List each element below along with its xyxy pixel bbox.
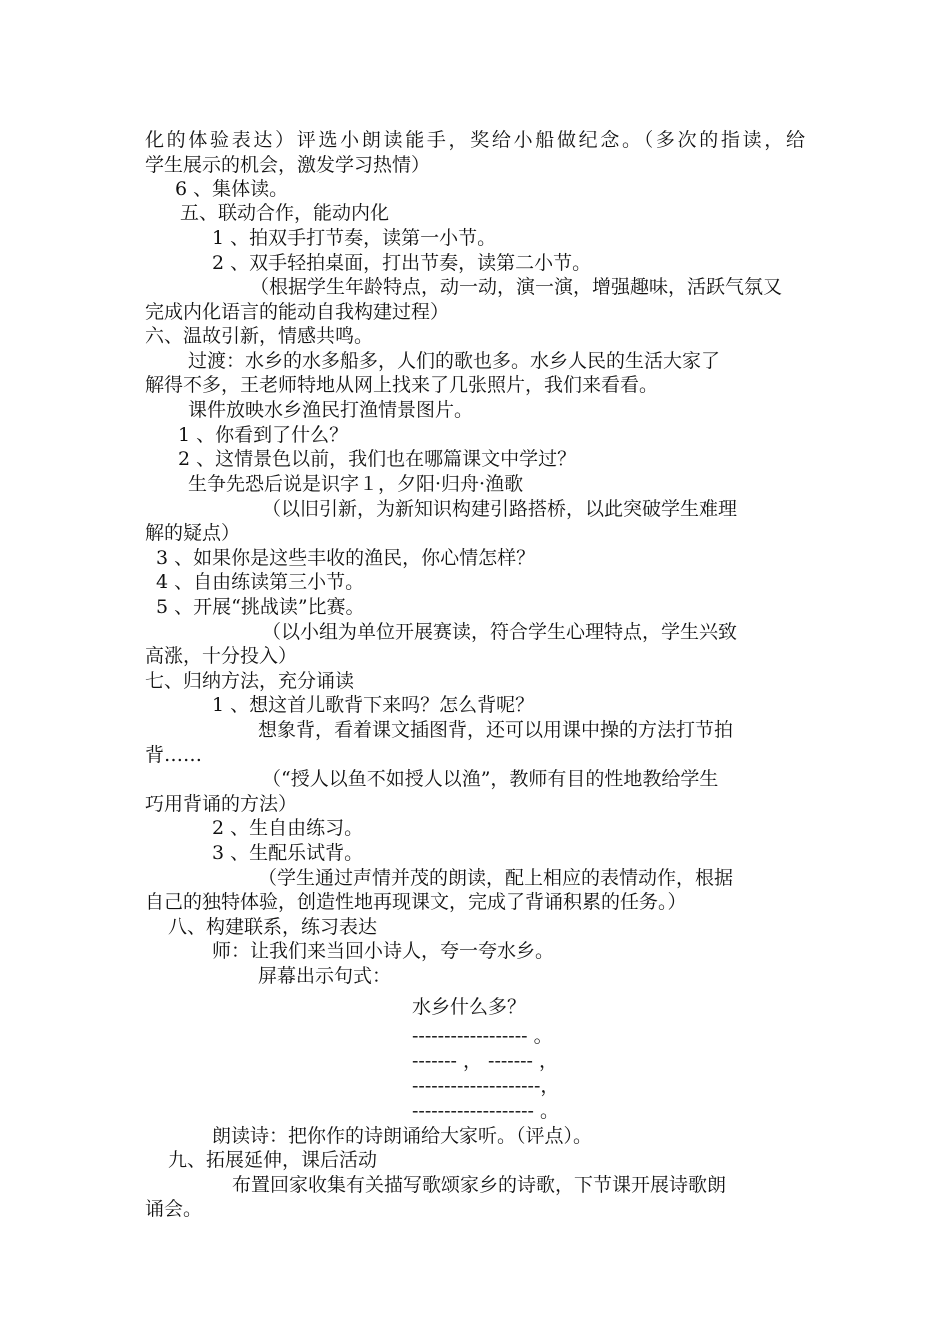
text-line: 自己的独特体验，创造性地再现课文，完成了背诵积累的任务。）	[145, 891, 687, 913]
text-line: 化的体验表达）评选小朗读能手，奖给小船做纪念。（多次的指读，给	[145, 129, 805, 151]
text-line: 1 、拍双手打节奏，读第一小节。	[212, 227, 497, 249]
text-line: 4 、自由练读第三小节。	[156, 571, 365, 593]
text-line: 背……	[145, 744, 203, 766]
text-line: （根据学生年龄特点，动一动，演一演，增强趣味，活跃气氛又	[250, 276, 783, 298]
text-line: 5 、开展“挑战读”比赛。	[156, 596, 365, 618]
poem-blank-line: ------------------ 。	[412, 1025, 553, 1047]
text-line: 生争先恐后说是识字１，夕阳·归舟·渔歌	[188, 473, 524, 495]
text-line: （“授人以鱼不如授人以渔”，教师有目的性地教给学生	[262, 768, 719, 790]
text-line: 朗读诗：把你作的诗朗诵给大家听。（评点）。	[212, 1125, 593, 1147]
text-line: （以小组为单位开展赛读，符合学生心理特点，学生兴致	[262, 621, 738, 643]
text-line: （学生通过声情并茂的朗读，配上相应的表情动作，根据	[258, 867, 734, 889]
text-line: 高涨，十分投入）	[145, 645, 298, 667]
poem-blank-line: --------------------，	[412, 1075, 560, 1097]
section-heading: 六、温故引新，情感共鸣。	[145, 325, 374, 347]
text-line: 想象背，看着课文插图背，还可以用课中操的方法打节拍	[258, 719, 734, 741]
poem-prompt: 水乡什么多？	[412, 996, 527, 1018]
text-line: 学生展示的机会，激发学习热情）	[145, 154, 431, 176]
text-line: 6 、集体读。	[175, 178, 289, 200]
poem-blank-line: ------------------- 。	[412, 1100, 560, 1122]
text-line: 师：让我们来当回小诗人，夸一夸水乡。	[212, 940, 555, 962]
text-line: 3 、如果你是这些丰收的渔民，你心情怎样？	[156, 547, 536, 569]
text-line: 2 、这情景色以前，我们也在哪篇课文中学过？	[178, 448, 577, 470]
section-heading: 五、联动合作，能动内化	[180, 202, 390, 224]
section-heading: 七、归纳方法，充分诵读	[145, 670, 355, 692]
section-heading: 九、拓展延伸，课后活动	[168, 1149, 378, 1171]
text-line: 过渡：水乡的水多船多，人们的歌也多。水乡人民的生活大家了	[188, 350, 721, 372]
text-line: 解的疑点）	[145, 522, 241, 544]
text-line: 1 、你看到了什么？	[178, 424, 349, 446]
text-line: 完成内化语言的能动自我构建过程）	[145, 301, 450, 323]
text-line: 课件放映水乡渔民打渔情景图片。	[188, 399, 474, 421]
text-line: 巧用背诵的方法）	[145, 793, 298, 815]
text-line: （以旧引新，为新知识构建引路搭桥，以此突破学生难理	[262, 498, 738, 520]
text-line: 解得不多，王老师特地从网上找来了几张照片，我们来看看。	[145, 374, 659, 396]
text-line: 2 、双手轻拍桌面，打出节奏，读第二小节。	[212, 252, 592, 274]
text-line: 2 、生自由练习。	[212, 817, 364, 839]
text-line: 3 、生配乐试背。	[212, 842, 364, 864]
text-line: 诵会。	[145, 1198, 203, 1220]
text-line: 屏幕出示句式：	[258, 965, 392, 987]
text-line: 布置回家收集有关描写歌颂家乡的诗歌，下节课开展诗歌朗	[232, 1174, 727, 1196]
section-heading: 八、构建联系，练习表达	[168, 916, 378, 938]
poem-blank-line: ------- ， ------- ，	[412, 1050, 558, 1072]
text-line: 1 、想这首儿歌背下来吗？怎么背呢？	[212, 694, 535, 716]
